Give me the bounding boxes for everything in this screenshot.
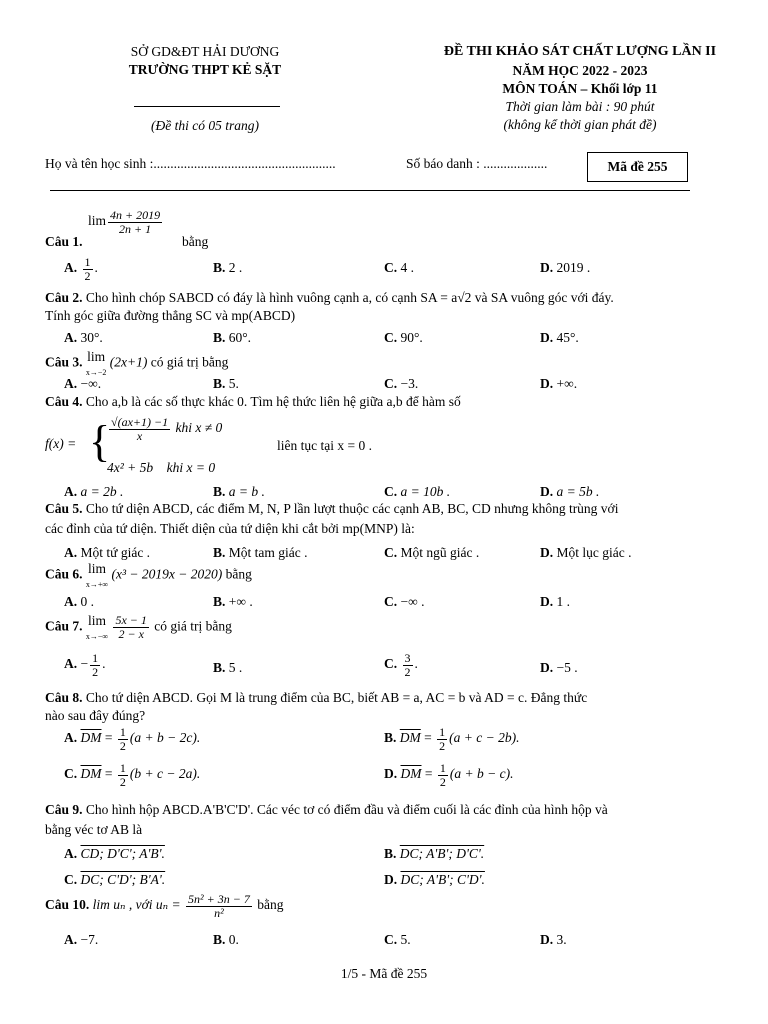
exam-title: ĐỀ THI KHẢO SÁT CHẤT LƯỢNG LẦN II — [443, 44, 717, 59]
header-divider — [50, 190, 690, 191]
q5-option-c[interactable]: C. Một ngũ giác . — [384, 545, 480, 560]
q1-label: Câu 1. — [45, 234, 83, 249]
q8-option-b[interactable]: B. $\overline{DM}$ = $\frac{1}{2}$ (a + c − 2b). — [384, 725, 520, 753]
q1-option-b[interactable]: B. 2 . — [213, 260, 243, 275]
q5-text-line2: các đỉnh của tứ diện. Thiết diện của tứ diện khi cắt bởi mp(MNP) là: — [45, 521, 415, 536]
q7-text: Câu 7. lim x→−∞ $\frac{5x - 1}{2 - x}$ có giá trị bằng — [45, 613, 232, 641]
q7-option-b[interactable]: B. 5 . — [213, 660, 243, 675]
q10-option-a[interactable]: A. −7. — [64, 932, 99, 947]
q8-text-line1: Câu 8. Cho tứ diện ABCD. Gọi M là trung điểm của BC, biết AB = a, AC = b và AD = c. Đẳng thức — [45, 690, 588, 705]
q1-option-d[interactable]: D. 2019 . — [540, 260, 591, 275]
student-id-label: Số báo danh : ................... — [406, 156, 548, 171]
q3-option-c[interactable]: C. −3. — [384, 376, 419, 391]
q2-option-b[interactable]: B. 60°. — [213, 330, 252, 345]
q6-option-c[interactable]: C. −∞ . — [384, 594, 425, 609]
q5-option-a[interactable]: A. Một tứ giác . — [64, 545, 151, 560]
school-year: NĂM HỌC 2022 - 2023 — [512, 63, 648, 78]
q2-text-line2: Tính góc giữa đường thẳng SC và mp(ABCD) — [45, 308, 296, 323]
student-name-label: Họ và tên học sinh :...................................................... — [45, 156, 336, 171]
q5-text-line1: Câu 5. Cho tứ diện ABCD, các điểm M, N, P lần lượt thuộc các cạnh AB, BC, CD nhưng không trùng với — [45, 501, 619, 516]
q8-option-c[interactable]: C. $\overline{DM}$ = $\frac{1}{2}$ (b + c − 2a). — [64, 761, 201, 789]
q10-option-b[interactable]: B. 0. — [213, 932, 239, 947]
q8-option-a[interactable]: A. $\overline{DM}$ = $\frac{1}{2}$ (a + b − 2c). — [64, 725, 201, 753]
q3-text: Câu 3. lim x→−2 (2x+1) có giá trị bằng — [45, 349, 229, 377]
time-limit: Thời gian làm bài : 90 phút — [505, 99, 655, 114]
q6-option-a[interactable]: A. 0 . — [64, 594, 94, 609]
q4-option-a[interactable]: A. a = 2b . — [64, 484, 124, 499]
q8-option-d[interactable]: D. $\overline{DM}$ = $\frac{1}{2}$ (a + b − c). — [384, 761, 514, 789]
q4-option-d[interactable]: D. a = 5b . — [540, 484, 600, 499]
q1-limit: lim $\frac{4n + 2019}{2n + 1}$ — [88, 208, 161, 236]
q10-option-c[interactable]: C. 5. — [384, 932, 411, 947]
q4-option-b[interactable]: B. a = b . — [213, 484, 265, 499]
time-note: (không kể thời gian phát đề) — [503, 117, 657, 132]
q1-option-c[interactable]: C. 4 . — [384, 260, 414, 275]
q3-option-b[interactable]: B. 5. — [213, 376, 239, 391]
q5-option-b[interactable]: B. Một tam giác . — [213, 545, 308, 560]
q9-option-d[interactable]: D. DC; A'B'; C'D'. — [384, 872, 485, 887]
q2-option-d[interactable]: D. 45°. — [540, 330, 579, 345]
q7-option-c[interactable]: C. $\frac{3}{2}$ . — [384, 651, 418, 679]
q4-option-c[interactable]: C. a = 10b . — [384, 484, 451, 499]
q9-text-line1: Câu 9. Cho hình hộp ABCD.A'B'C'D'. Các véc tơ có điểm đầu và điểm cuối là các đỉnh của hình hộp và — [45, 802, 608, 817]
q2-text-line1: Câu 2. Cho hình chóp SABCD có đáy là hình vuông cạnh a, có cạnh SA = a√2 và SA vuông góc với đáy. — [45, 290, 614, 305]
q1-option-a[interactable]: A. $\frac{1}{2}$ . — [64, 255, 98, 283]
school-name: TRƯỜNG THPT KẺ SẶT — [128, 62, 282, 77]
q10-option-d[interactable]: D. 3. — [540, 932, 567, 947]
q3-option-a[interactable]: A. −∞. — [64, 376, 102, 391]
q2-option-a[interactable]: A. 30°. — [64, 330, 103, 345]
q9-option-a[interactable]: A. CD; D'C'; A'B'. — [64, 846, 165, 861]
q7-option-a[interactable]: A. − $\frac{1}{2}$ . — [64, 651, 106, 679]
q6-text: Câu 6. lim x→+∞ (x³ − 2019x − 2020) bằng — [45, 561, 252, 589]
q10-text: Câu 10. lim uₙ , với uₙ = $\frac{\text{5n² + 3n − 7}}{\text{n²}}$ bằng — [45, 892, 284, 920]
q1-tail: bằng — [182, 234, 209, 249]
q6-option-d[interactable]: D. 1 . — [540, 594, 570, 609]
subject: MÔN TOÁN – Khối lớp 11 — [502, 81, 658, 96]
q9-option-b[interactable]: B. DC; A'B'; D'C'. — [384, 846, 485, 861]
q4-text: Câu 4. Cho a,b là các số thực khác 0. Tìm hệ thức liên hệ giữa a,b để hàm số — [45, 394, 461, 409]
q7-option-d[interactable]: D. −5 . — [540, 660, 578, 675]
q2-option-c[interactable]: C. 90°. — [384, 330, 423, 345]
q8-text-line2: nào sau đây đúng? — [45, 708, 146, 723]
pages-note: (Đề thi có 05 trang) — [151, 118, 259, 133]
page-footer: 1/5 - Mã đề 255 — [340, 966, 428, 981]
q5-option-d[interactable]: D. Một lục giác . — [540, 545, 632, 560]
q9-option-c[interactable]: C. DC; C'D'; B'A'. — [64, 872, 166, 887]
department-name: SỞ GD&ĐT HẢI DƯƠNG — [130, 44, 280, 59]
q6-option-b[interactable]: B. +∞ . — [213, 594, 253, 609]
exam-code-box: Mã đề 255 — [587, 152, 688, 182]
q3-option-d[interactable]: D. +∞. — [540, 376, 578, 391]
divider — [134, 106, 280, 107]
q9-text-line2: bằng véc tơ AB là — [45, 822, 143, 837]
